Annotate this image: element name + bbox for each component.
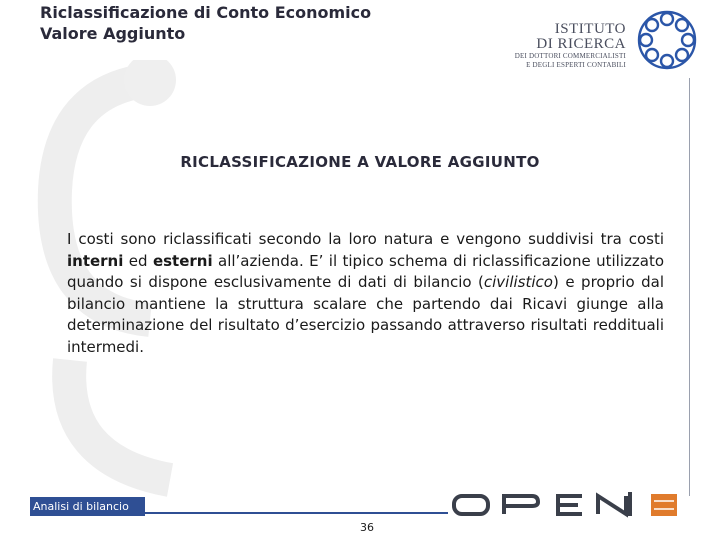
header-title bbox=[40, 2, 371, 44]
body-bold-interni: interni bbox=[67, 251, 124, 270]
logo-line1: ISTITUTO bbox=[554, 21, 626, 37]
body-bold-esterni: esterni bbox=[152, 251, 213, 270]
header-title-line2: Valore Aggiunto bbox=[40, 24, 186, 43]
institute-logo-text bbox=[502, 22, 626, 70]
right-divider bbox=[689, 78, 690, 496]
institute-emblem-icon bbox=[635, 8, 699, 72]
body-text-part4: ) e proprio dal bilancio mantiene la struttura scalare che partendo dai Ricavi giunge alla determinazione del risultato d’esercizio passando attraverso risultati reddituali intermedi. bbox=[67, 273, 664, 356]
page-number: 36 bbox=[360, 521, 374, 534]
body-text-part2: ed bbox=[123, 251, 153, 270]
logo-line2: DI RICERCA bbox=[536, 36, 626, 52]
open-logo bbox=[448, 490, 678, 518]
footer-rule bbox=[145, 512, 448, 514]
header-title-line1: Riclassificazione di Conto Economico bbox=[40, 3, 372, 22]
body-text-part1: I costi sono riclassificati secondo la loro natura e vengono suddivisi tra costi bbox=[67, 230, 664, 248]
logo-line3: DEI DOTTORI COMMERCIALISTI bbox=[514, 52, 626, 60]
body-text-part3: all’azienda. E’ il tipico schema di riclassificazione utilizzato quando si dispone esclusivamente di dati di bilancio ( bbox=[67, 251, 664, 291]
footer-label: Analisi di bilancio bbox=[33, 500, 129, 513]
body-italic-civilistico: civilistico bbox=[483, 273, 553, 291]
logo-line4: E DEGLI ESPERTI CONTABILI bbox=[526, 61, 626, 69]
body-paragraph bbox=[67, 229, 664, 358]
slide-heading: RICLASSIFICAZIONE A VALORE AGGIUNTO bbox=[180, 153, 540, 171]
